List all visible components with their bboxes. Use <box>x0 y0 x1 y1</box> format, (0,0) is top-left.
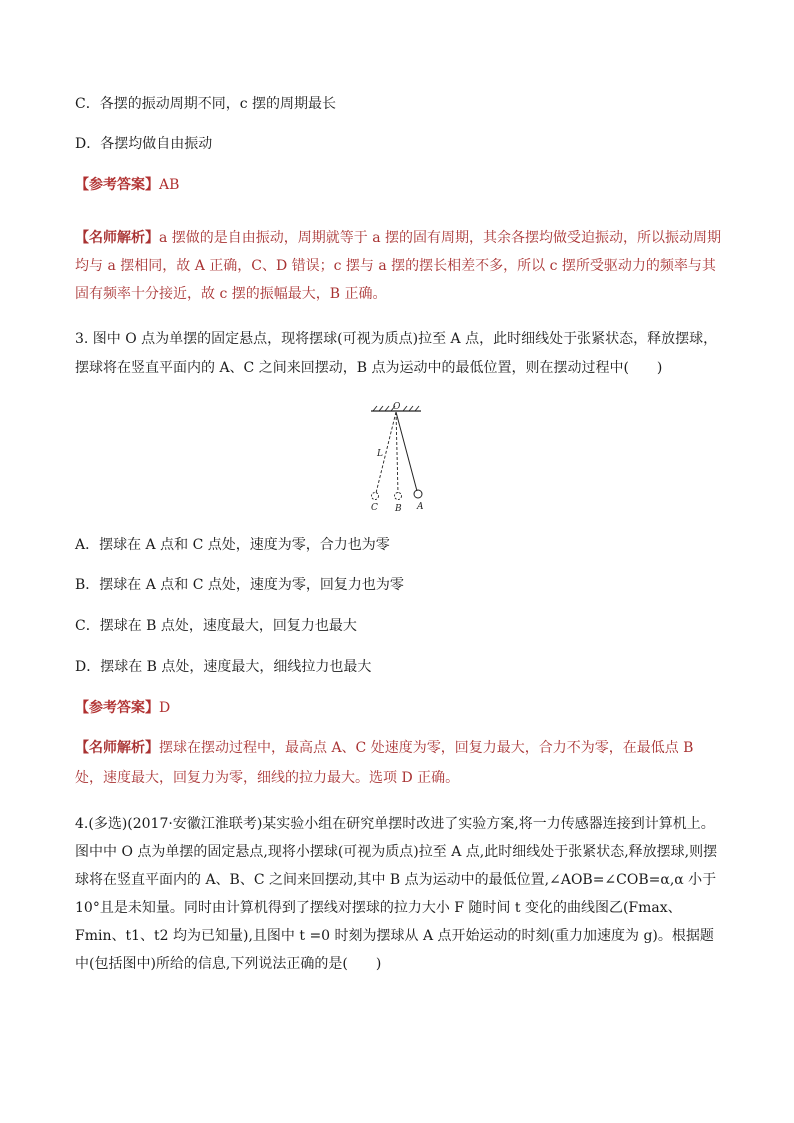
analysis-tag: 【名师解析】 <box>75 740 159 756</box>
q2-option-d: D．各摆均做自由振动 <box>75 136 213 152</box>
label-c: C <box>371 503 378 513</box>
q3-stem: 3. 图中 O 点为单摆的固定悬点，现将摆球(可视为质点)拉至 A 点，此时细线处于张紧状态，释放摆球，摆球将在竖直平面内的 A、C 之间来回摆动，B 点为运动中的最低位置，则在摆动过程中( ) <box>75 331 718 376</box>
q3-option-b: B．摆球在 A 点和 C 点处，速度为零，回复力也为零 <box>75 577 404 593</box>
analysis-text: 摆球在摆动过程中，最高点 A、C 处速度为零，回复力最大，合力不为零，在最低点 B 处，速度最大，回复力为零，细线的拉力最大。选项 D 正确。 <box>75 740 694 786</box>
label-b: B <box>395 504 402 514</box>
q3-answer <box>75 698 170 718</box>
q2-analysis <box>75 224 723 308</box>
ball-c <box>372 493 379 500</box>
pendulum-figure <box>355 398 445 516</box>
answer-value: D <box>159 700 171 716</box>
answer-tag: 【参考答案】 <box>75 177 159 193</box>
q3-analysis <box>75 733 723 793</box>
analysis-text: a 摆做的是自由振动，周期就等于 a 摆的固有周期，其余各摆均做受迫振动，所以振动周期均与 a 摆相同，故 A 正确，C、D 错误；c 摆与 a 摆的摆长相差不多，所以 c 摆所受驱动力的频率与其固有频率十分接近，故 c 摆的振幅最大，B 正确。 <box>75 230 722 302</box>
label-l: L <box>377 449 383 459</box>
analysis-tag: 【名师解析】 <box>75 230 159 246</box>
label-o: O <box>393 402 401 412</box>
ball-b <box>395 493 402 500</box>
answer-tag: 【参考答案】 <box>75 700 159 716</box>
q2-answer <box>75 175 179 195</box>
q3-option-c: C．摆球在 B 点处，速度最大，回复力也最大 <box>75 618 357 634</box>
string-b <box>396 412 398 493</box>
q2-option-c: C．各摆的振动周期不同，c 摆的周期最长 <box>75 96 337 112</box>
label-a: A <box>417 502 424 512</box>
q3-option-d: D．摆球在 B 点处，速度最大，细线拉力也最大 <box>75 659 372 675</box>
ball-a <box>414 490 422 498</box>
string-a <box>396 412 417 491</box>
q4-stem: 4.(多选)(2017·安徽江淮联考)某实验小组在研究单摆时改进了实验方案,将一力传感器连接到计算机上。图中中 O 点为单摆的固定悬点,现将小摆球(可视为质点)拉至 A 点,此时细线处于张紧状态,释放摆球,则摆球将在竖直平面内的 A、B、C 之间来回摆动,其中 B 点为运动中的最低位置,∠AOB=∠COB=α,α 小于 10°且是未知量。同时由计算机得到了摆线对摆球的拉力大小 F 随时间 t 变化的曲线图乙(Fmax、Fmin、t1、t2 均为已知量),且图中 t =0 时刻为摆球从 A 点开始运动的时刻(重力加速度为 g)。根据题中(包括图中)所给的信息,下列说法正确的是( ) <box>75 816 718 972</box>
answer-value: AB <box>159 177 180 193</box>
q3-option-a: A．摆球在 A 点和 C 点处，速度为零，合力也为零 <box>75 537 390 553</box>
